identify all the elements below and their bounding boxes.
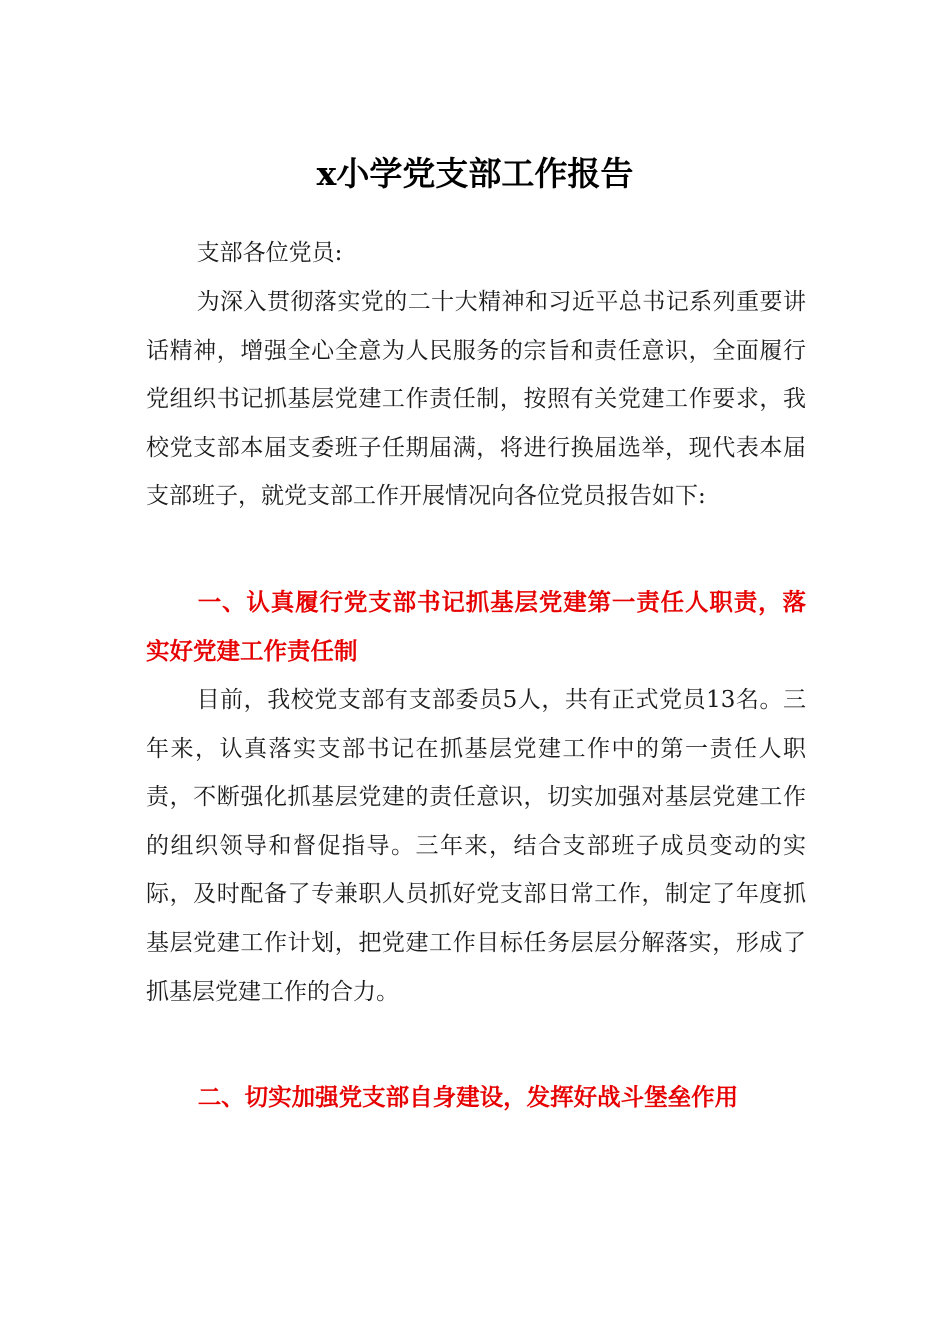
paragraph-intro: 为深入贯彻落实党的二十大精神和习近平总书记系列重要讲话精神，增强全心全意为人民服务的宗旨和责任意识，全面履行党组织书记抓基层党建工作责任制，按照有关党建工作要求，我校党支部本届支委班子任期届满，将进行换届选举，现代表本届支部班子，就党支部工作开展情况向各位党员报告如下:	[146, 289, 806, 510]
section-heading-2: 二、切实加强党支部自身建设，发挥好战斗堡垒作用	[197, 1083, 739, 1111]
greeting: 支部各位党员:	[196, 240, 343, 266]
section-heading-1: 一、认真履行党支部书记抓基层党建第一责任人职责，落实好党建工作责任制	[146, 588, 806, 665]
paragraph-section-1: 目前，我校党支部有支部委员5人，共有正式党员13名。三年来，认真落实支部书记在抓基层党建工作中的第一责任人职责，不断强化抓基层党建的责任意识，切实加强对基层党建工作的组织领导和督促指导。三年来，结合支部班子成员变动的实际，及时配备了专兼职人员抓好党支部日常工作，制定了年度抓基层党建工作计划，把党建工作目标任务层层分解落实，形成了抓基层党建工作的合力。	[146, 687, 806, 1005]
document-title: x小学党支部工作报告	[316, 154, 634, 193]
